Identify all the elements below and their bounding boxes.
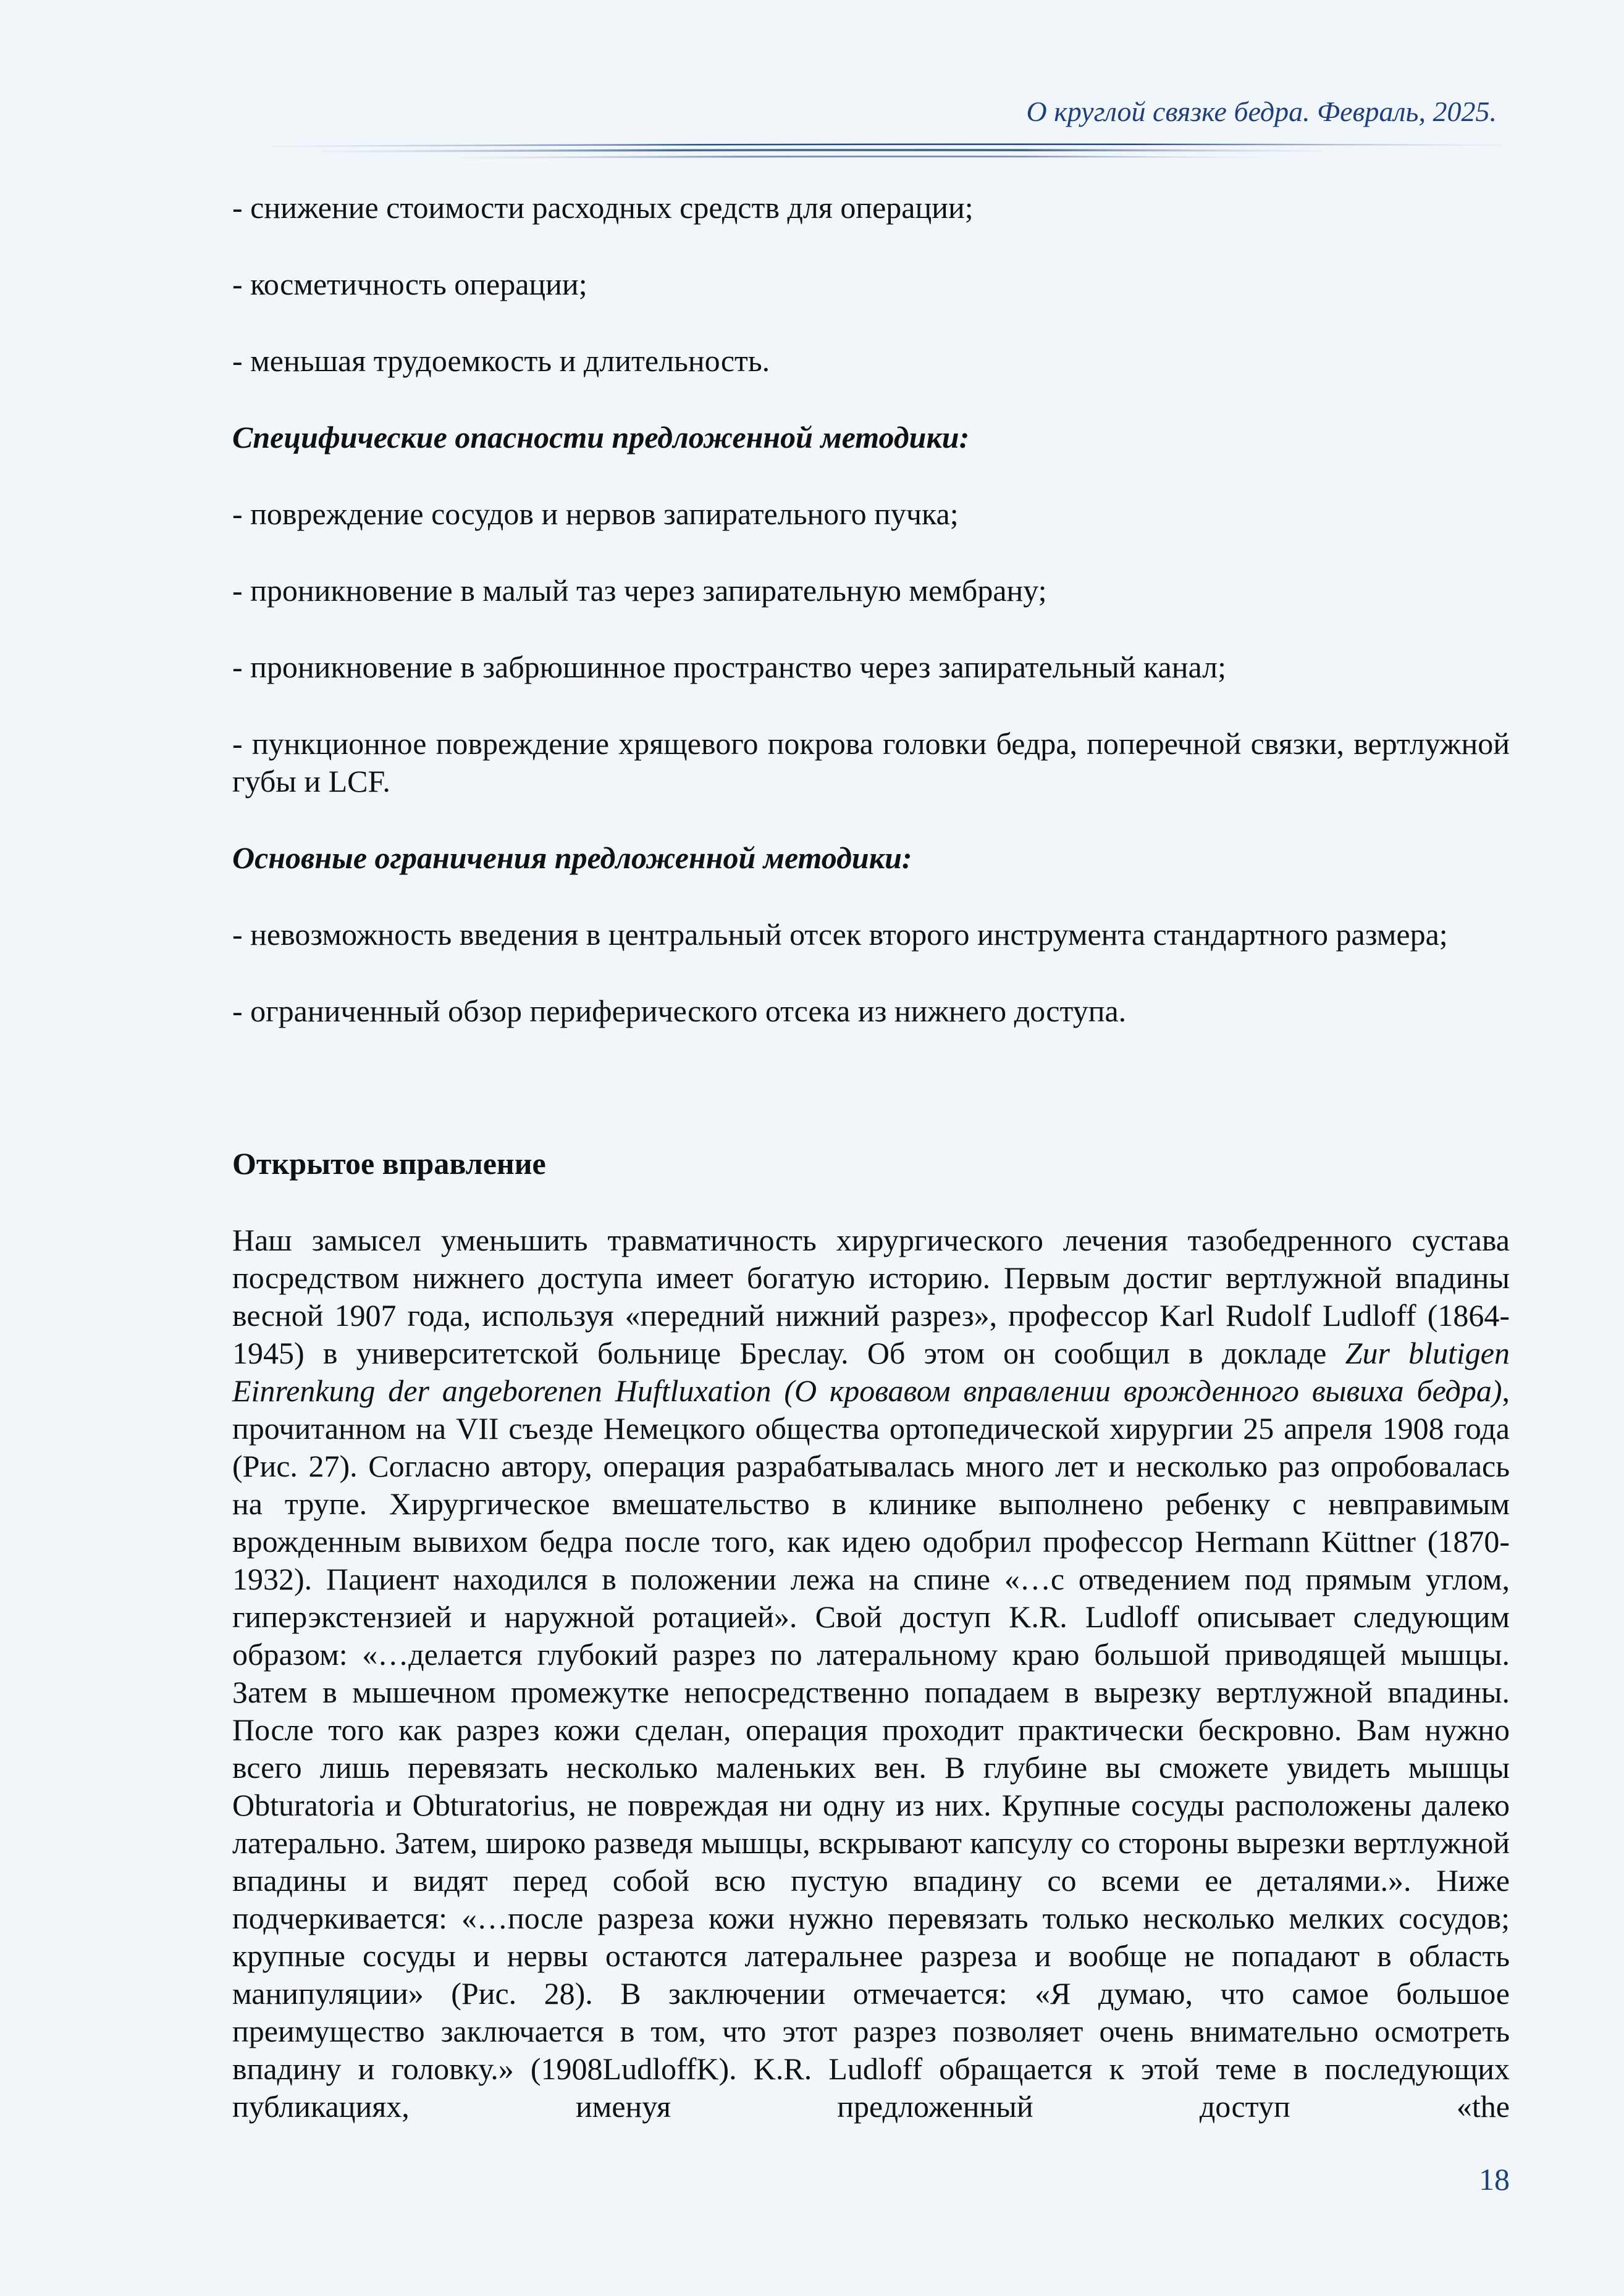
section-title: Открытое вправление bbox=[232, 1146, 546, 1181]
page-content bbox=[232, 189, 1510, 2126]
list-item: - снижение стоимости расходных средств для операции; bbox=[232, 190, 974, 225]
header-divider bbox=[272, 141, 1501, 162]
list-item: - проникновение в малый таз через запирательную мембрану; bbox=[232, 573, 1047, 608]
list-item: - пункционное повреждение хрящевого покрова головки бедра, поперечной связки, вертлужной губы и LCF. bbox=[232, 726, 1510, 798]
dangers-heading: Специфические опасности предложенной методики: bbox=[232, 420, 970, 455]
limitations-heading: Основные ограничения предложенной методики: bbox=[232, 840, 912, 875]
body-paragraph bbox=[232, 1221, 1510, 2126]
list-item: - проникновение в забрюшинное пространство через запирательный канал; bbox=[232, 650, 1226, 684]
list-item: - невозможность введения в центральный отсек второго инструмента стандартного размера; bbox=[232, 917, 1448, 952]
list-item: - повреждение сосудов и нервов запирательного пучка; bbox=[232, 496, 959, 531]
body-text-part: , прочитанном на VII съезде Немецкого общества ортопедической хирургии 25 апреля 1908 года (Рис. 27). Согласно автору, операция разрабатывалась много лет и несколько раз опробовалась на трупе. Хирургическое вмешательство в клинике выполнено ребенку с невправимым врожденным вывихом бедра после того, как идею одобрил профессор Hermann Küttner (1870-1932). Пациент находился в положении лежа на спине «…с отведением под прямым углом, гиперэкстензией и наружной ротацией». Свой доступ K.R. Ludloff описывает следующим образом: «…делается глубокий разрез по латеральному краю большой приводящей мышцы. Затем в мышечном промежутке непосредственно попадаем в вырезку вертлужной впадины. После того как разрез кожи сделан, операция проходит практически бескровно. Вам нужно всего лишь перевязать несколько маленьких вен. В глубине вы сможете увидеть мышцы Obturatoria и Obturatorius, не повреждая ни одну из них. Крупные сосуды расположены далеко латерально. Затем, широко разведя мышцы, вскрывают капсулу со стороны вырезки вертлужной впадины и видят перед собой всю пустую впадину со всеми ее деталями.». Ниже подчеркивается: «…после разреза кожи нужно перевязать только несколько мелких сосудов; крупные сосуды и нервы остаются латеральнее разреза и вообще не попадают в область манипуляции» (Рис. 28). В заключении отмечается: «Я думаю, что самое большое преимущество заключается в том, что этот разрез позволяет очень внимательно осмотреть впадину и головку.» (1908LudloffK). K.R. Ludloff обращается к этой теме в последующих публикациях, именуя предложенный доступ «the bbox=[232, 1373, 1510, 2124]
running-header-title: О круглой связке бедра. Февраль, 2025. bbox=[1026, 96, 1497, 127]
list-item: - ограниченный обзор периферического отсека из нижнего доступа. bbox=[232, 994, 1127, 1028]
italic-citation: Zur blutigen Einrenkung der angeborenen Huftluxation (О кровавом вправлении врожденного вывиха бедра) bbox=[232, 1336, 1510, 1408]
body-text-part: Наш замысел уменьшить травматичность хирургического лечения тазобедренного сустава посредством нижнего доступа имеет богатую историю. Первым достиг вертлужной впадины весной 1907 года, используя «передний нижний разрез», профессор Karl Rudolf Ludloff (1864-1945) в университетской больнице Бреслау. Об этом он сообщил в докладе bbox=[232, 1223, 1510, 1370]
list-item: - меньшая трудоемкость и длительность. bbox=[232, 343, 770, 378]
page-number: 18 bbox=[1479, 2162, 1510, 2197]
list-item: - косметичность операции; bbox=[232, 267, 587, 301]
